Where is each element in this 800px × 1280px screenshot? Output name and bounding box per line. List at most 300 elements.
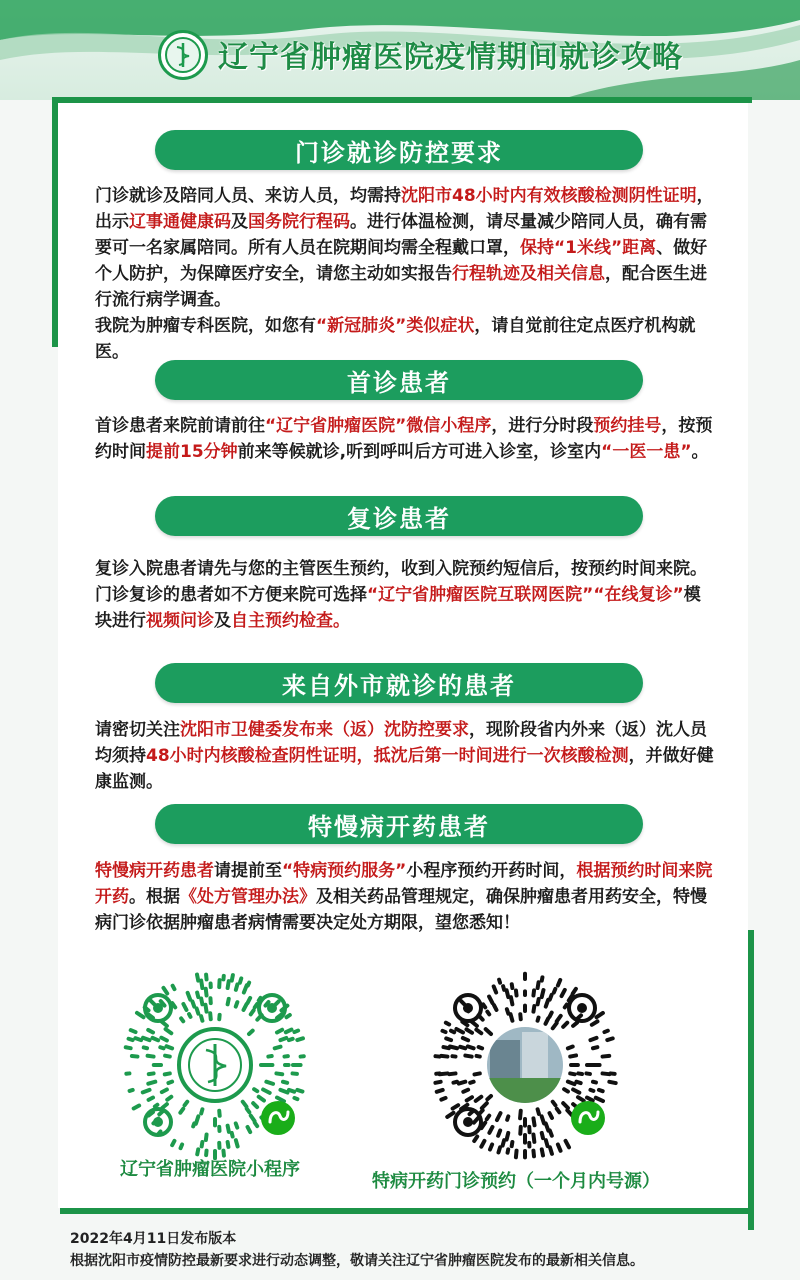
qr-dot <box>463 1038 468 1040</box>
qr-dot <box>196 1116 198 1123</box>
highlight-text: “一医一患” <box>601 442 692 462</box>
qr-dot <box>507 1009 508 1013</box>
qr-dot <box>236 1002 238 1006</box>
qr-dot <box>453 1082 457 1083</box>
body-text: ，并做好健康监测。 <box>95 746 714 792</box>
qr-dot <box>206 1134 207 1140</box>
qr-dot <box>498 1130 500 1135</box>
qr-dot <box>533 1118 534 1125</box>
qr-dot <box>607 1038 612 1040</box>
qr-dot <box>538 1109 539 1114</box>
qr-dot <box>294 1031 298 1033</box>
highlight-text: 48小时内核酸检查阴性证明，抵沈后第一时间进行一次核酸检测 <box>146 746 629 766</box>
qr-dot <box>497 1113 501 1120</box>
highlight-text: 自主预约检查。 <box>231 611 350 631</box>
qr-dot <box>456 1029 463 1032</box>
qr-dot <box>577 1015 581 1018</box>
qr-dot <box>542 1116 544 1123</box>
qr-dot <box>533 1006 534 1012</box>
highlight-text: 特慢病开药患者 <box>95 861 214 881</box>
section-body-outpatient-requirements <box>95 183 715 365</box>
qr-dot <box>163 988 167 994</box>
qr-dot <box>568 1047 573 1049</box>
qr-dot <box>507 1133 509 1140</box>
qr-dot <box>248 998 251 1003</box>
qr-dot <box>568 1082 575 1085</box>
body-text: 及 <box>214 611 231 631</box>
qr-dot <box>542 990 544 997</box>
qr-dot <box>597 1013 603 1017</box>
body-text: 复诊入院患者请先与您的主管医生预约，收到入院预约短信后，按预约时间来院。 <box>95 559 707 579</box>
qr-dot <box>201 981 202 988</box>
qr-dot <box>596 1098 603 1101</box>
qr-dot <box>168 1082 172 1083</box>
qr-dot <box>470 1082 473 1083</box>
qr-dot <box>481 1141 484 1147</box>
section-title-first-visit: 首诊患者 <box>155 360 643 400</box>
qr-dot <box>511 997 512 1004</box>
body-text: ，进行分时段 <box>491 416 594 436</box>
qr-dot <box>201 998 202 1004</box>
qr-dot <box>162 1090 167 1093</box>
qr-dot <box>263 1090 270 1093</box>
qr-dot <box>573 989 576 994</box>
qr-dot <box>566 1141 569 1147</box>
body-text: 、做好个人防护，为保障医疗安全，请您主动如实报告 <box>95 238 708 284</box>
qr-dot <box>254 1089 257 1091</box>
qr-dot <box>466 1029 472 1032</box>
body-text: ，出示 <box>95 186 714 232</box>
qr-dot <box>236 1123 237 1127</box>
qr-dot <box>197 1149 198 1154</box>
qr-code-chronic-appointment[interactable] <box>430 970 620 1160</box>
frame-left-border <box>52 97 58 347</box>
qr-dot <box>520 1111 521 1118</box>
qr-dot <box>578 1097 584 1100</box>
highlight-text: “特病预约服务” <box>282 861 407 881</box>
qr-dot <box>603 1073 610 1074</box>
qr-dot <box>286 1030 292 1033</box>
qr-dot <box>280 1038 286 1040</box>
section-title-other-city: 来自外市就诊的患者 <box>155 663 643 703</box>
qr-dot <box>193 1123 194 1126</box>
qr-dot <box>197 1008 199 1013</box>
qr-dot <box>148 1056 154 1057</box>
qr-dot <box>447 1113 453 1117</box>
qr-dot <box>553 1102 556 1106</box>
qr-caption-chronic-appointment: 特病开药门诊预约（一个月内号源） <box>372 1171 660 1192</box>
qr-dot <box>498 1147 500 1152</box>
highlight-text: 沈阳市48小时内有效核酸检测阴性证明 <box>401 186 697 206</box>
qr-dot <box>487 1012 489 1015</box>
highlight-text: 提前15分钟 <box>146 442 238 462</box>
qr-dot <box>289 1090 294 1092</box>
body-text: 。 <box>691 442 709 462</box>
qr-dot <box>247 1109 250 1113</box>
qr-dot <box>294 1098 297 1099</box>
qr-dot <box>137 1013 144 1017</box>
qr-dot <box>266 1082 273 1084</box>
body-text: 。根据 <box>129 887 180 907</box>
body-text: 。进行体温检测，请尽量减少陪同人员，确有需要可一名家属陪同。所有人员在院期间均需全程戴口罩， <box>95 212 707 258</box>
paragraph <box>95 556 715 582</box>
qr-dot <box>135 1038 141 1040</box>
qr-dot <box>554 989 555 993</box>
highlight-text: 预约挂号 <box>593 416 662 436</box>
qr-dot <box>228 999 229 1004</box>
qr-dot <box>557 1109 560 1113</box>
qr-dot <box>512 984 513 988</box>
body-text: 模块进行 <box>95 585 701 631</box>
qr-dot <box>189 1014 190 1017</box>
qr-dot <box>181 1018 183 1021</box>
qr-dot <box>533 1151 534 1157</box>
qr-dot <box>542 1149 543 1155</box>
qr-dot <box>202 1142 203 1146</box>
highlight-text: 行程轨迹及相关信息 <box>452 264 605 284</box>
qr-dot <box>592 1021 598 1024</box>
qr-dot <box>599 1090 603 1091</box>
qr-dot <box>181 1144 183 1148</box>
body-text: 我院为肿瘤专科医院，如您有 <box>95 316 316 336</box>
qr-dot <box>563 1023 567 1027</box>
qr-dot <box>166 1029 172 1033</box>
qr-dot <box>131 1030 136 1032</box>
qr-dot <box>546 1000 548 1007</box>
qr-dot <box>533 990 534 995</box>
frame-top-border <box>52 97 752 103</box>
qr-dot <box>470 1111 473 1114</box>
qr-dot <box>479 1047 482 1048</box>
highlight-text: “辽宁省肿瘤医院互联网医院”“在线复诊” <box>367 585 684 605</box>
paragraph <box>95 858 715 936</box>
qr-dot <box>201 1109 202 1113</box>
body-text: 请密切关注 <box>95 720 180 740</box>
qr-dot <box>166 1046 172 1048</box>
qr-dot <box>297 1038 303 1040</box>
qr-dot <box>167 1097 171 1100</box>
qr-dot <box>507 1116 508 1120</box>
qr-dot <box>132 1056 138 1057</box>
qr-dot <box>550 995 552 1000</box>
qr-dot <box>197 975 198 981</box>
highlight-text: 《处方管理办法》 <box>180 887 316 907</box>
qr-dot <box>159 1111 162 1114</box>
qr-dot <box>516 991 517 996</box>
footer-notice: 根据沈阳市疫情防控最新要求进行动态调整，敬请关注辽宁省肿瘤医院发布的最新相关信息。 <box>70 1253 644 1269</box>
qr-dot <box>487 1096 491 1099</box>
qr-dot <box>565 1005 567 1008</box>
qr-dot <box>474 1117 479 1122</box>
qr-dot <box>277 1030 282 1033</box>
qr-dot <box>489 1127 492 1133</box>
qr-dot <box>437 1090 443 1092</box>
qr-dot <box>494 986 496 992</box>
section-body-return-visit <box>95 556 715 634</box>
qr-dot <box>150 1000 155 1005</box>
qr-dot <box>508 1149 509 1152</box>
qr-dot <box>486 1029 491 1034</box>
qr-dot <box>550 1130 552 1135</box>
highlight-text: 辽事通健康码 <box>129 212 231 232</box>
qr-dot <box>165 1073 170 1074</box>
qr-dot <box>255 1123 257 1127</box>
qr-dot <box>441 1098 445 1100</box>
body-text: 首诊患者来院前请前往 <box>95 416 265 436</box>
qr-dot <box>449 1073 455 1074</box>
qr-dot <box>268 1056 271 1057</box>
qr-dot <box>144 1047 147 1048</box>
qr-dot <box>251 1116 255 1121</box>
qr-dot <box>134 1106 139 1109</box>
body-text: ，请自觉前往定点医疗机构就医。 <box>95 316 696 362</box>
qr-dot <box>474 1137 477 1141</box>
qr-dot <box>450 1047 457 1049</box>
qr-dot <box>558 1144 561 1150</box>
qr-dot <box>275 1047 281 1049</box>
qr-dot <box>228 1142 229 1147</box>
body-text: 请提前至 <box>214 861 282 881</box>
qr-dot <box>590 1038 596 1040</box>
qr-dot <box>593 1082 596 1083</box>
qr-dot <box>277 1098 284 1102</box>
qr-dot <box>276 1001 279 1004</box>
qr-dot <box>149 1073 154 1074</box>
qr-dot <box>489 997 492 1003</box>
qr-dot <box>441 1056 447 1057</box>
qr-dot <box>499 980 500 983</box>
qr-dot <box>578 1073 582 1074</box>
qr-dot <box>483 1004 485 1007</box>
qr-dot <box>451 1031 454 1032</box>
section-body-first-visit <box>95 413 715 465</box>
qr-dot <box>512 1142 513 1146</box>
qr-dot <box>192 1001 194 1006</box>
qr-dot <box>538 1018 539 1021</box>
qr-dot <box>155 1105 158 1107</box>
qr-code-mini-program[interactable] <box>120 970 310 1160</box>
qr-dot <box>160 1047 163 1048</box>
qr-dot <box>573 1023 577 1026</box>
qr-dot <box>465 1056 471 1057</box>
paragraph <box>95 413 715 465</box>
qr-finder-center <box>577 1003 587 1013</box>
qr-dot <box>446 1038 451 1040</box>
qr-dot <box>562 990 565 996</box>
qr-dot <box>461 1001 464 1004</box>
qr-finder-center <box>463 1003 473 1013</box>
qr-dot <box>494 1005 497 1010</box>
qr-dot <box>244 1004 247 1010</box>
qr-dot <box>542 1133 543 1138</box>
qr-dot <box>487 1116 489 1120</box>
qr-dot <box>165 1056 170 1057</box>
qr-dot <box>542 977 543 980</box>
highlight-text: 沈阳市卫健委发布来（返）沈防控要求 <box>180 720 469 740</box>
qr-dot <box>206 989 207 996</box>
body-text: 及相关药品管理规定，确保肿瘤患者用药安全，特慢病门诊依据肿瘤患者病情需要决定处方期限，望您悉知！ <box>95 887 707 933</box>
qr-dot <box>243 1102 247 1107</box>
qr-caption-mini-program: 辽宁省肿瘤医院小程序 <box>120 1159 300 1180</box>
qr-dot <box>573 1090 579 1093</box>
qr-dot <box>248 983 249 986</box>
qr-dot <box>435 1082 440 1083</box>
qr-dot <box>228 981 229 988</box>
qr-dot <box>590 1090 593 1091</box>
frame-bottom-border <box>60 1208 754 1214</box>
qr-dot <box>185 1102 188 1106</box>
qr-dot <box>228 1126 229 1132</box>
qr-dot <box>197 993 198 998</box>
highlight-text: 视频问诊 <box>146 611 214 631</box>
hospital-logo-icon <box>158 30 208 80</box>
qr-finder-center <box>153 1117 163 1127</box>
highlight-text: “辽宁省肿瘤医院”微信小程序 <box>265 416 492 436</box>
body-text: 门诊复诊的患者如不方便来院可选择 <box>95 585 367 605</box>
qr-dot <box>503 1140 505 1145</box>
page-title: 辽宁省肿瘤医院疫情期间就诊攻略 <box>218 40 683 75</box>
qr-dot <box>609 1082 615 1083</box>
section-title-outpatient-requirements: 门诊就诊防控要求 <box>155 130 643 170</box>
qr-dot <box>249 1031 253 1034</box>
mini-program-icon <box>261 1101 295 1135</box>
qr-finder-center <box>463 1117 473 1127</box>
qr-dot <box>443 1047 448 1048</box>
qr-dot <box>459 1082 465 1084</box>
qr-finder-center <box>267 1003 277 1013</box>
section-body-other-city <box>95 717 715 795</box>
paragraph <box>95 717 715 795</box>
qr-dot <box>289 1039 293 1040</box>
qr-dot <box>538 999 539 1004</box>
qr-dot <box>172 1141 174 1145</box>
qr-dot <box>210 1013 211 1019</box>
qr-dot <box>558 980 560 986</box>
body-text: ，现阶段省内外来（返）沈人员均须持 <box>95 720 707 766</box>
qr-dot <box>236 984 237 989</box>
qr-dot <box>149 1098 153 1100</box>
qr-dot <box>570 1073 574 1074</box>
qr-dot <box>477 1056 480 1057</box>
highlight-text: 根据预约时间来院开药 <box>95 861 713 907</box>
qr-dot <box>143 1090 150 1093</box>
qr-dot <box>188 993 191 1000</box>
qr-dot <box>446 1023 449 1025</box>
qr-dot <box>183 1004 186 1010</box>
qr-dot <box>253 1103 257 1107</box>
qr-dot <box>553 1023 557 1028</box>
frame-right-border <box>748 930 754 1230</box>
paragraph <box>95 582 715 634</box>
qr-dot <box>255 1004 257 1007</box>
mini-program-icon <box>571 1101 605 1135</box>
qr-dot <box>205 1005 206 1012</box>
qr-dot <box>126 1047 131 1048</box>
qr-dot <box>538 982 539 988</box>
qr-dot <box>482 1103 487 1108</box>
qr-dot <box>511 1014 513 1021</box>
qr-dot <box>232 975 233 981</box>
qr-dot <box>564 1089 568 1091</box>
qr-dot <box>593 1047 597 1048</box>
qr-dot <box>148 1082 155 1084</box>
footer-version: 2022年4月11日发布版本 <box>70 1231 237 1247</box>
qr-dot <box>236 1140 238 1146</box>
section-title-chronic-disease: 特慢病开药患者 <box>155 804 643 844</box>
section-title-return-visit: 复诊患者 <box>155 496 643 536</box>
qr-dot <box>533 1134 534 1141</box>
qr-dot <box>490 1144 492 1149</box>
qr-dot <box>173 986 175 989</box>
qr-dot <box>550 1147 552 1154</box>
qr-dot <box>516 1151 517 1158</box>
highlight-text: 国务院行程码 <box>248 212 350 232</box>
qr-dot <box>201 1016 202 1021</box>
qr-dot <box>603 1056 610 1057</box>
body-text: 前来等候就诊,听到呼叫后方可进入诊室，诊室内 <box>237 442 602 462</box>
qr-dot <box>162 1104 166 1108</box>
body-text: ，配合医生进行流行病学调查。 <box>95 264 707 310</box>
qr-dot <box>546 1018 549 1023</box>
qr-dot <box>276 1073 282 1074</box>
highlight-text: 保持“1米线”距离 <box>520 238 657 258</box>
qr-dot <box>180 1109 183 1113</box>
highlight-text: “新冠肺炎”类似症状 <box>316 316 475 336</box>
qr-dot <box>287 1015 290 1017</box>
section-body-chronic-disease <box>95 858 715 936</box>
qr-dot <box>503 986 504 990</box>
qr-dot <box>468 1046 474 1048</box>
qr-dot <box>148 1030 153 1033</box>
qr-dot <box>576 1082 580 1083</box>
qr-dot <box>474 1073 479 1074</box>
paragraph <box>95 183 715 313</box>
qr-dot <box>467 1097 472 1100</box>
qr-dot <box>283 1082 287 1083</box>
qr-dot <box>550 1013 552 1017</box>
qr-dot <box>443 1031 446 1032</box>
qr-dot <box>546 1140 548 1146</box>
qr-dot <box>143 1038 150 1040</box>
qr-dot <box>604 1031 607 1032</box>
paragraph <box>95 313 715 365</box>
qr-dot <box>563 1103 568 1108</box>
qr-dot <box>570 1055 576 1056</box>
qr-dot <box>259 1097 264 1101</box>
qr-finder-center <box>153 1003 163 1013</box>
body-text: 门诊就诊及陪同人员、来访人员，均需持 <box>95 186 401 206</box>
qr-dot <box>550 1113 552 1118</box>
qr-dot <box>476 1097 482 1101</box>
qr-dot <box>161 1038 167 1041</box>
qr-dot <box>557 1016 561 1021</box>
body-text: 及 <box>231 212 248 232</box>
body-text: 小程序预约开药时间， <box>406 861 577 881</box>
hospital-logo-icon <box>179 1029 251 1101</box>
qr-dot <box>240 978 241 982</box>
qr-dot <box>460 1047 465 1048</box>
qr-dot <box>248 1127 251 1132</box>
qr-dot <box>232 1133 233 1137</box>
qr-dot <box>507 990 509 997</box>
qr-dot <box>130 1090 133 1091</box>
qr-dot <box>463 1090 468 1092</box>
body-text: ，按预约时间 <box>95 416 713 462</box>
qr-dot <box>153 1038 159 1040</box>
qr-dot <box>251 1010 254 1014</box>
qr-dot <box>476 1030 481 1034</box>
qr-dot <box>453 1105 459 1108</box>
